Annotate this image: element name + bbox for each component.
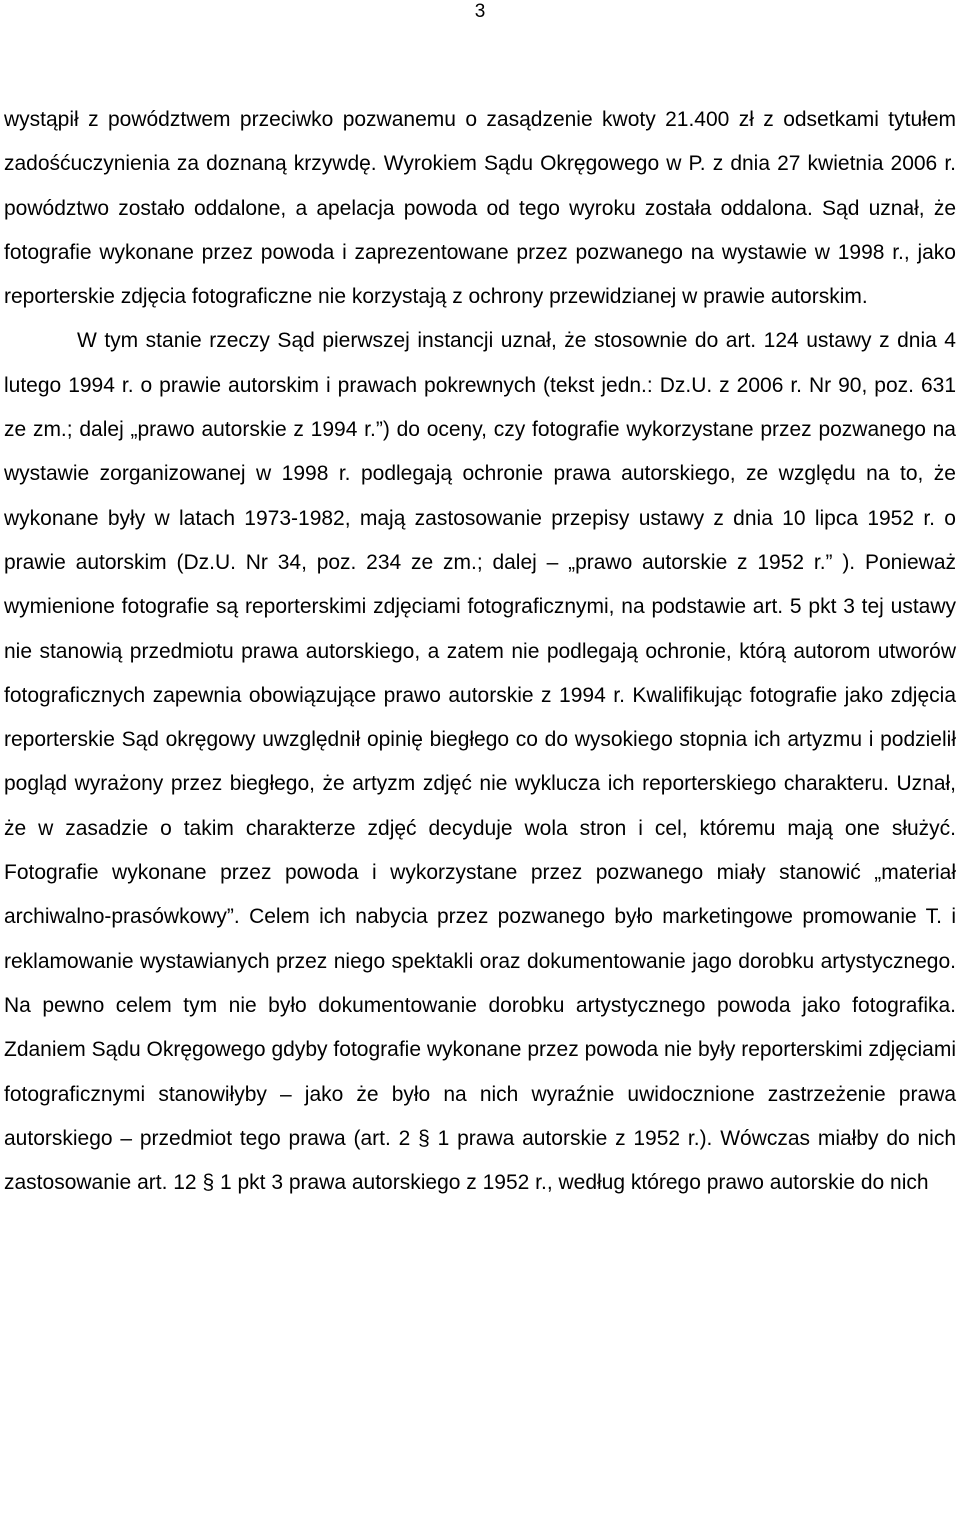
- paragraph-2: W tym stanie rzeczy Sąd pierwszej instancji uznał, że stosownie do art. 124 ustawy z dnia 4 lutego 1994 r. o prawie autorskim i prawach pokrewnych (tekst jedn.: Dz.U. z 2006 r. Nr 90, poz. 631 ze zm.; dalej „prawo autorskie z 1994 r.”) do oceny, czy fotografie wykorzystane przez pozwanego na wystawie zorganizowanej w 1998 r. podlegają ochronie prawa autorskiego, ze względu na to, że wykonane były w latach 1973-1982, mają zastosowanie przepisy ustawy z dnia 10 lipca 1952 r. o prawie autorskim (Dz.U. Nr 34, poz. 234 ze zm.; dalej – „prawo autorskie z 1952 r.” ). Ponieważ wymienione fotografie są reporterskimi zdjęciami fotograficznymi, na podstawie art. 5 pkt 3 tej ustawy nie stanowią przedmiotu prawa autorskiego, a zatem nie podlegają ochronie, którą autorom utworów fotograficznych zapewnia obowiązujące prawo autorskie z 1994 r. Kwalifikując fotografie jako zdjęcia reporterskie Sąd okręgowy uwzględnił opinię biegłego co do wysokiego stopnia ich artyzmu i podzielił pogląd wyrażony przez biegłego, że artyzm zdjęć nie wyklucza ich reporterskiego charakteru. Uznał, że w zasadzie o takim charakterze zdjęć decyduje wola stron i cel, któremu mają one służyć. Fotografie wykonane przez powoda i wykorzystane przez pozwanego miały stanowić „materiał archiwalno-prasówkowy”. Celem ich nabycia przez pozwanego było marketingowe promowanie T. i reklamowanie wystawianych przez niego spektakli oraz dokumentowanie jago dorobku artystycznego. Na pewno celem tym nie było dokumentowanie dorobku artystycznego powoda jako fotografika. Zdaniem Sądu Okręgowego gdyby fotografie wykonane przez powoda nie były reporterskimi zdjęciami fotograficznymi stanowiłyby – jako że było na nich wyraźnie uwidocznione zastrzeżenie prawa autorskiego – przedmiot tego prawa (art. 2 § 1 prawa autorskie z 1952 r.). Wówczas miałby do nich zastosowanie art. 12 § 1 pkt 3 prawa autorskiego z 1952 r., według którego prawo autorskie do nich: [4, 329, 956, 1195]
- page-number: 3: [474, 1, 486, 22]
- paragraph-1: wystąpił z powództwem przeciwko pozwanemu o zasądzenie kwoty 21.400 zł z odsetkami tytułem zadośćuczynienia za doznaną krzywdę. Wyrokiem Sądu Okręgowego w P. z dnia 27 kwietnia 2006 r. powództwo zostało oddalone, a apelacja powoda od tego wyroku została oddalona. Sąd uznał, że fotografie wykonane przez powoda i zaprezentowane przez pozwanego na wystawie w 1998 r., jako reporterskie zdjęcia fotograficzne nie korzystają z ochrony przewidzianej w prawie autorskim.: [4, 108, 956, 309]
- document-body: [4, 98, 956, 1205]
